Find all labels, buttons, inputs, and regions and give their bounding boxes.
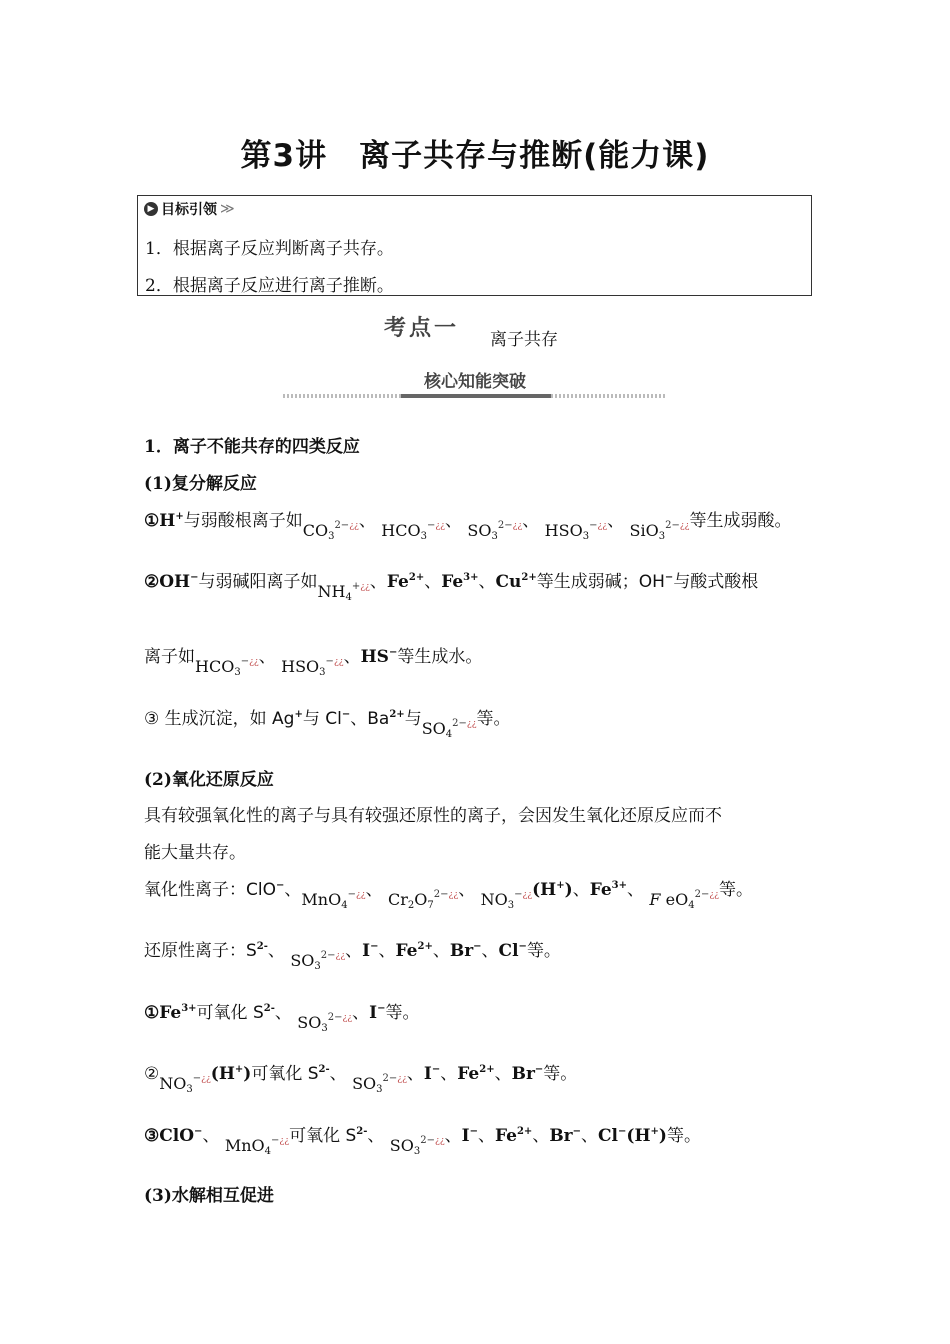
ion-sio3: SiO$_3^{2-¿¿}$ xyxy=(629,520,690,542)
text: 与弱酸根离子如 xyxy=(183,511,303,531)
text: ③ 生成沉淀，如 Ag xyxy=(144,709,295,729)
text: 与弱碱阳离子如 xyxy=(198,572,318,592)
text: 等。 xyxy=(718,880,753,900)
text: ③ClO xyxy=(144,1126,195,1146)
ion-hso3: $HSO_3^{-¿¿}$ xyxy=(281,656,344,678)
line-weak-acid: ①H+与弱酸根离子如$CO_3^{2-¿¿}$、 $HCO_3^{-¿¿}$、 $SO_3^{2-¿¿}$、 $HSO_3^{-¿¿}$、 SiO$_3^{2-¿¿}$等生成弱酸。 xyxy=(144,511,792,542)
core-heading-banner xyxy=(283,367,667,399)
heading-1: 1．离子不能共存的四类反应 xyxy=(144,437,360,457)
text: 可氧化 S xyxy=(289,1126,357,1146)
ion-hso3: $HSO_3^{-¿¿}$ xyxy=(544,520,608,542)
text: 等生成弱碱；OH xyxy=(536,572,665,592)
text: ② xyxy=(144,1064,160,1084)
play-icon: ▶ xyxy=(144,202,158,216)
line-rule-1: $①Fe^{3+}$可氧化 $S^{2-}$、 $SO_3^{2-¿¿}$、I−等。 xyxy=(144,1003,420,1034)
paragraph-line: 能大量共存。 xyxy=(144,843,246,863)
heading-1-2: (2)氧化还原反应 xyxy=(144,770,274,790)
ion-feo4: F $eO_4^{2-¿¿}$ xyxy=(649,889,719,911)
double-chevron-icon: ≫ xyxy=(220,201,232,217)
text: 等。 xyxy=(526,941,561,961)
ion-hco3: $HCO_3^{-¿¿}$ xyxy=(195,656,259,678)
text: 等。 xyxy=(543,1064,578,1084)
ion-so3: $SO_3^{2-¿¿}$ xyxy=(389,1135,445,1157)
text: 等。 xyxy=(476,709,511,729)
section-label-row xyxy=(384,311,459,342)
line-reducing: 还原性离子：$S^{2-}$、 $SO_3^{2-¿¿}$、I−、$Fe^{2+}$、Br−、Cl−等。 xyxy=(144,941,561,972)
line-rule-2: $②NO_3^{-¿¿}(H^+)$可氧化 $S^{2-}$、 $SO_3^{2-¿¿}$、I−、$Fe^{2+}$、Br−等。 xyxy=(144,1064,578,1095)
heading-1-1: (1)复分解反应 xyxy=(144,474,257,494)
ion-so3: $SO_3^{2-¿¿}$ xyxy=(290,950,346,972)
text: 与 xyxy=(404,709,422,729)
text: 等生成水。 xyxy=(397,647,483,667)
ion-hco3: $HCO_3^{-¿¿}$ xyxy=(381,520,445,542)
text: ①Fe xyxy=(144,1003,182,1023)
goal-item: 2．根据离子反应进行离子推断。 xyxy=(145,276,394,296)
text: ②OH xyxy=(144,572,191,592)
goals-header-label: 目标引领 xyxy=(161,202,217,218)
line-oxidizing: 氧化性离子：ClO−、MnO$_4$−¿¿、 $Cr_2O_7^{2-¿¿}$、 $NO_3^{-¿¿}(H^+)$、$Fe^{3+}$、 F $eO_4^{2-¿¿}$等。 xyxy=(144,880,753,911)
heading-1-3: (3)水解相互促进 xyxy=(144,1186,274,1206)
text: 氧化性离子：ClO xyxy=(144,880,276,900)
heading-underline xyxy=(401,394,551,398)
ion-mno4: MnO$_4$−¿¿ xyxy=(224,1135,290,1157)
ion-so3: $SO_3^{2-¿¿}$ xyxy=(352,1073,407,1095)
text: 离子如 xyxy=(144,647,195,667)
ion-so3: $SO_3^{2-¿¿}$ xyxy=(297,1012,353,1034)
goal-item: 1．根据离子反应判断离子共存。 xyxy=(145,239,394,259)
goals-box xyxy=(137,195,812,296)
text: 、Ba xyxy=(350,709,390,729)
line-weak-base: ②OH−与弱碱阳离子如$NH_4^{+¿¿}$、$Fe^{2+}$、$Fe^{3+}$、$Cu^{2+}$等生成弱碱；OH−与酸式酸根 xyxy=(144,572,759,603)
text: 还原性离子：S xyxy=(144,941,257,961)
ion-so4: $SO_4^{2-¿¿}$ xyxy=(421,718,477,740)
line-rule-3: ③ClO−、 MnO$_4$−¿¿可氧化 $S^{2-}$、 $SO_3^{2-¿¿}$、I−、$Fe^{2+}$、Br−、Cl−(H+)等。 xyxy=(144,1126,701,1157)
core-heading: 核心知能突破 xyxy=(424,372,526,392)
text: 与 Cl xyxy=(302,709,342,729)
paragraph-line: 具有较强氧化性的离子与具有较强还原性的离子，会因发生氧化还原反应而不 xyxy=(144,806,722,826)
ion-no3: $NO_3^{-¿¿}$ xyxy=(159,1073,211,1095)
page-title: 第3讲 离子共存与推断(能力课) xyxy=(240,138,710,174)
text: ①H xyxy=(144,511,176,531)
text: 可氧化 S xyxy=(196,1003,264,1023)
ion-nh4: $NH_4^{+¿¿}$ xyxy=(317,581,370,603)
text: 可氧化 S xyxy=(251,1064,319,1084)
section-topic: 离子共存 xyxy=(490,330,558,350)
ion-co3: $CO_3^{2-¿¿}$ xyxy=(302,520,359,542)
ion-no3: $NO_3^{-¿¿}$ xyxy=(480,889,533,911)
text: 等。 xyxy=(385,1003,420,1023)
goals-header xyxy=(144,199,232,219)
ion-cr2o7: $Cr_2O_7^{2-¿¿}$ xyxy=(388,889,459,911)
ion-mno4: MnO$_4$−¿¿ xyxy=(301,889,366,911)
text: 等。 xyxy=(666,1126,701,1146)
ion-so3: $SO_3^{2-¿¿}$ xyxy=(467,520,523,542)
text: 等生成弱酸。 xyxy=(689,511,792,531)
line-precipitate: ③ 生成沉淀，如 Ag+与 Cl−、$Ba^{2+}$与$SO_4^{2-¿¿}$等。 xyxy=(144,709,511,740)
text: 与酸式酸根 xyxy=(673,572,759,592)
section-label: 考点一 xyxy=(384,316,460,341)
line-water: 离子如$HCO_3^{-¿¿}$、 $HSO_3^{-¿¿}$、HS−等生成水。 xyxy=(144,647,483,678)
